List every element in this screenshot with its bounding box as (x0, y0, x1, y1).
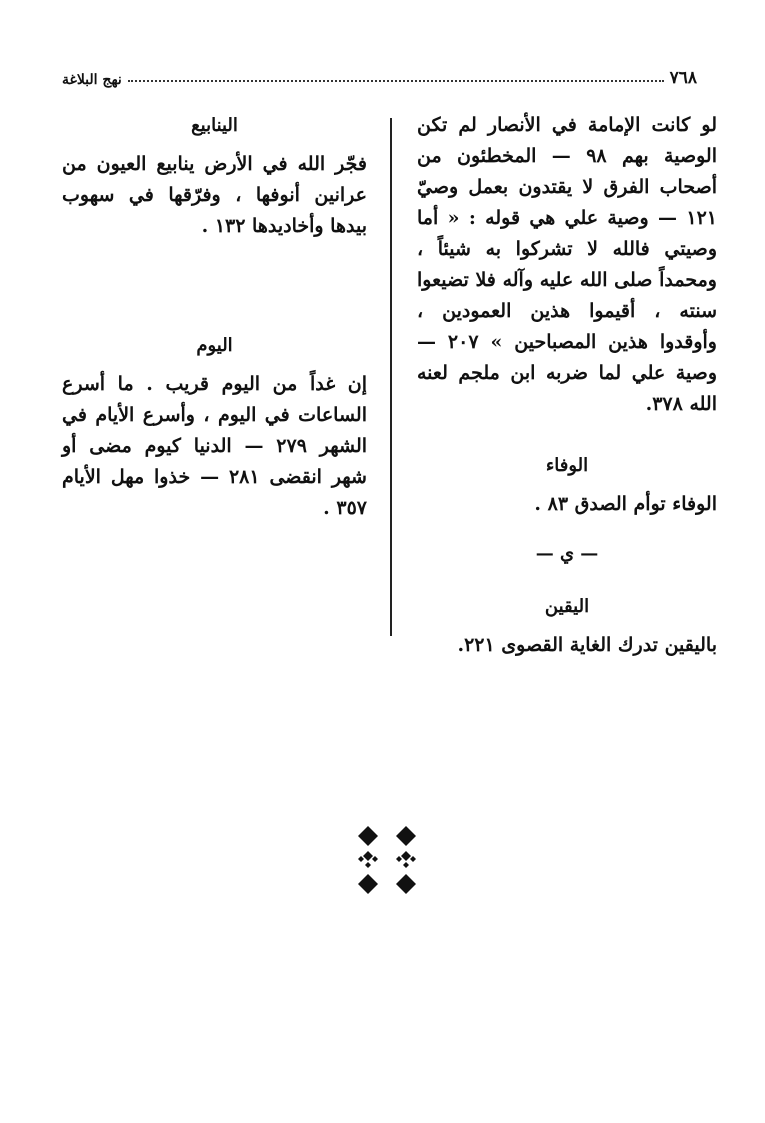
wasiyya-entry: لو كانت الإمامة في الأنصار لم تكن الوصية بهم ٩٨ — المخطئون من أصحاب الفرق لا يقتدون بعمل وصيّ ١٢١ — وصية علي هي قوله : « أما وصيتي فالله لا تشركوا به شيئاً ، ومحمداً صلى الله عليه وآله فلا تضيعوا سنته ، أقيموا هذين العمودين ، وأوقدوا هذين المصباحين » ٢٠٧ — وصية علي لما ضربه ابن ملجم لعنه الله ٣٧٨. (417, 114, 717, 415)
yanabi-entry: فجّر الله في الأرض ينابيع العيون من عرانين أنوفها ، وفرّقها في سهوب بيدها وأخاديدها ١٣٢ . (62, 153, 367, 237)
letter-separator-ya: — ي — (535, 543, 599, 564)
left-column (62, 110, 367, 542)
book-title: نهج البلاغة (62, 72, 122, 88)
section-heading-wafa: الوفاء (545, 455, 589, 476)
wafa-entry: الوفاء توأم الصدق ٨٣ . (534, 493, 717, 515)
section-heading-yaqin: اليقين (544, 596, 590, 617)
column-divider (390, 118, 392, 636)
right-column (417, 110, 717, 679)
page-number: ٧٦٨ (669, 68, 697, 88)
header-dotted-leader (128, 79, 664, 82)
section-heading-yawm: اليوم (196, 335, 233, 356)
yawm-entry: إن غداً من اليوم قريب . ما أسرع الساعات في اليوم ، وأسرع الأيام في الشهر ٢٧٩ — الدنيا كيوم مضى أو شهر انقضى ٢٨١ — خذوا مهل الأيام ٣٥٧ . (62, 373, 368, 519)
diamond-cluster-ornament-icon (356, 826, 426, 896)
section-heading-yanabi: الينابيع (191, 115, 238, 136)
yaqin-entry: باليقين تدرك الغاية القصوى ٢٢١. (457, 634, 717, 656)
running-head (62, 62, 697, 88)
